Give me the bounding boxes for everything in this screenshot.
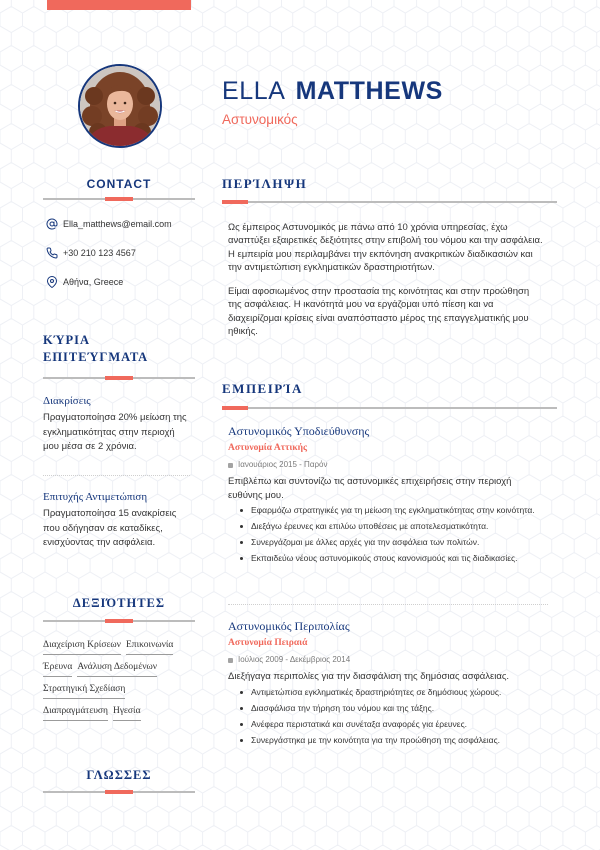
location-pin-icon xyxy=(46,276,58,288)
profession-title: Αστυνομικός xyxy=(222,112,298,127)
email-text: Ella_matthews@email.com xyxy=(63,218,172,229)
experience-heading: ΕΜΠΕΙΡΊΑ xyxy=(222,381,303,396)
divider-accent xyxy=(105,790,133,794)
skills-heading: ΔΕΞΙΌΤΗΤΕΣ xyxy=(72,596,166,610)
contact-heading: CONTACT xyxy=(86,177,152,191)
item-separator xyxy=(43,475,190,476)
job-bullet: Συνεργάστηκα με την κοινότητα για την προώθηση της ασφάλειας. xyxy=(251,735,548,746)
skill-tag: Ηγεσία xyxy=(113,705,141,721)
job-entry xyxy=(228,618,548,751)
skill-tag: Στρατηγική Σχεδίαση xyxy=(43,683,125,699)
contact-phone xyxy=(43,238,195,267)
skill-tag: Διαπραγμάτευση xyxy=(43,705,108,721)
achievements-heading: ΚΎΡΙΑ ΕΠΙΤΕΎΓΜΑΤΑ xyxy=(43,333,149,364)
job-bullet: Διεξάγω έρευνες και επιλύω υποθέσεις με αποτελεσματικότητα. xyxy=(251,521,548,532)
contact-location xyxy=(43,267,195,296)
first-name: ELLA xyxy=(222,77,286,105)
achievement-item xyxy=(43,394,195,455)
calendar-icon xyxy=(228,658,233,663)
position-title: Αστυνομικός Υποδιεύθυνσης xyxy=(228,424,370,438)
job-bullet: Αντιμετώπισα εγκληματικές δραστηριότητες σε δημόσιους χώρους. xyxy=(251,687,548,698)
location-text: Αθήνα, Greece xyxy=(63,276,124,287)
job-bullet: Διασφάλισα την τήρηση του νόμου και της τάξης. xyxy=(251,703,548,714)
section-divider xyxy=(222,200,557,204)
divider-rule xyxy=(222,201,557,203)
section-divider xyxy=(43,790,195,794)
top-accent-bar xyxy=(47,0,191,10)
job-bullet: Συνεργάζομαι με άλλες αρχές για την ασφάλεια των πολιτών. xyxy=(251,537,548,548)
achievement-title: Διακρίσεις xyxy=(43,395,91,407)
job-company: Αστυνομία Πειραιά xyxy=(228,638,308,648)
profile-photo xyxy=(80,66,160,146)
summary-paragraph: Ως έμπειρος Αστυνομικός με πάνω από 10 χρόνια υπηρεσίας, έχω αναπτύξει εξαιρετικές δεξιότητες στην επιβολή του νόμου και την ασφάλεια. Η εμπειρία μου περιλαμβάνει την εκπόνηση ανακριτικών διαδικασιών και την αντιμετώπιση εγκληματικών δραστηριοτήτων. xyxy=(228,222,543,273)
job-entry xyxy=(228,423,548,569)
job-dates xyxy=(228,459,548,471)
summary-text xyxy=(228,221,544,338)
summary-paragraph: Είμαι αφοσιωμένος στην προστασία της κοινότητας και στην προώθηση της ασφάλειας. Η ικανότητά μου να εργάζομαι υπό πίεση και να διαχειρίζομαι κρίσεις είναι αναπόσπαστο μέρος της επαγγελματικής μου ηθικής. xyxy=(228,286,530,338)
job-description: Επιβλέπω και συντονίζω τις αστυνομικές επιχειρήσεις στην περιοχή ευθύνης μου. xyxy=(228,476,512,501)
job-company: Αστυνομία Αττικής xyxy=(228,443,308,453)
skill-tag: Ανάλυση Δεδομένων xyxy=(77,661,157,677)
section-divider xyxy=(43,376,195,380)
position-title: Αστυνομικός Περιπολίας xyxy=(228,619,350,633)
divider-rule xyxy=(222,407,557,409)
languages-heading: ΓΛΩΣΣΕΣ xyxy=(86,768,152,782)
contact-email xyxy=(43,209,195,238)
summary-heading: ΠΕΡΊΛΗΨΗ xyxy=(222,176,308,191)
achievement-text: Πραγματοποίησα 20% μείωση της εγκληματικότητας στην περιοχή μου μέσα σε 2 χρόνια. xyxy=(43,412,187,452)
divider-accent xyxy=(105,619,133,623)
job-bullet: Εκπαιδεύω νέους αστυνομικούς στους κανονισμούς και τις διαδικασίες. xyxy=(251,553,548,564)
item-separator xyxy=(228,604,548,605)
section-divider xyxy=(222,406,557,410)
full-name xyxy=(222,75,443,107)
divider-accent xyxy=(105,197,133,201)
section-divider xyxy=(43,197,195,201)
job-bullets xyxy=(228,687,548,746)
contact-list xyxy=(43,209,195,296)
divider-accent xyxy=(222,406,248,410)
job-bullets xyxy=(228,505,548,564)
section-divider xyxy=(43,619,195,623)
job-dates xyxy=(228,654,548,666)
job-dates-text: Ιούλιος 2009 - Δεκέμβριος 2014 xyxy=(238,655,351,664)
achievement-title: Επιτυχής Αντιμετώπιση xyxy=(43,491,148,503)
phone-icon xyxy=(46,247,58,259)
job-bullet: Εφαρμόζω στρατηγικές για τη μείωση της εγκληματικότητας στην κοινότητα. xyxy=(251,505,548,516)
email-icon xyxy=(46,218,58,230)
divider-accent xyxy=(105,376,133,380)
achievement-item xyxy=(43,490,195,551)
achievement-text: Πραγματοποίησα 15 ανακρίσεις που οδήγησαν σε καταδίκες, ενισχύοντας την ασφάλεια. xyxy=(43,508,177,548)
phone-text: +30 210 123 4567 xyxy=(63,247,136,258)
skill-tag: Διαχείριση Κρίσεων xyxy=(43,639,121,655)
calendar-icon xyxy=(228,463,233,468)
last-name: MATTHEWS xyxy=(295,77,443,105)
skills-list xyxy=(43,639,191,721)
avatar xyxy=(78,64,162,148)
job-dates-text: Ιανουάριος 2015 - Παρόν xyxy=(238,460,328,469)
skill-tag: Επικοινωνία xyxy=(126,639,173,655)
job-description: Διεξήγαγα περιπολίες για την διασφάλιση της δημόσιας ασφάλειας. xyxy=(228,671,510,682)
divider-accent xyxy=(222,200,248,204)
skill-tag: Έρευνα xyxy=(43,661,72,677)
job-bullet: Ανέφερα περιστατικά και συνέταξα αναφορές για έρευνες. xyxy=(251,719,548,730)
